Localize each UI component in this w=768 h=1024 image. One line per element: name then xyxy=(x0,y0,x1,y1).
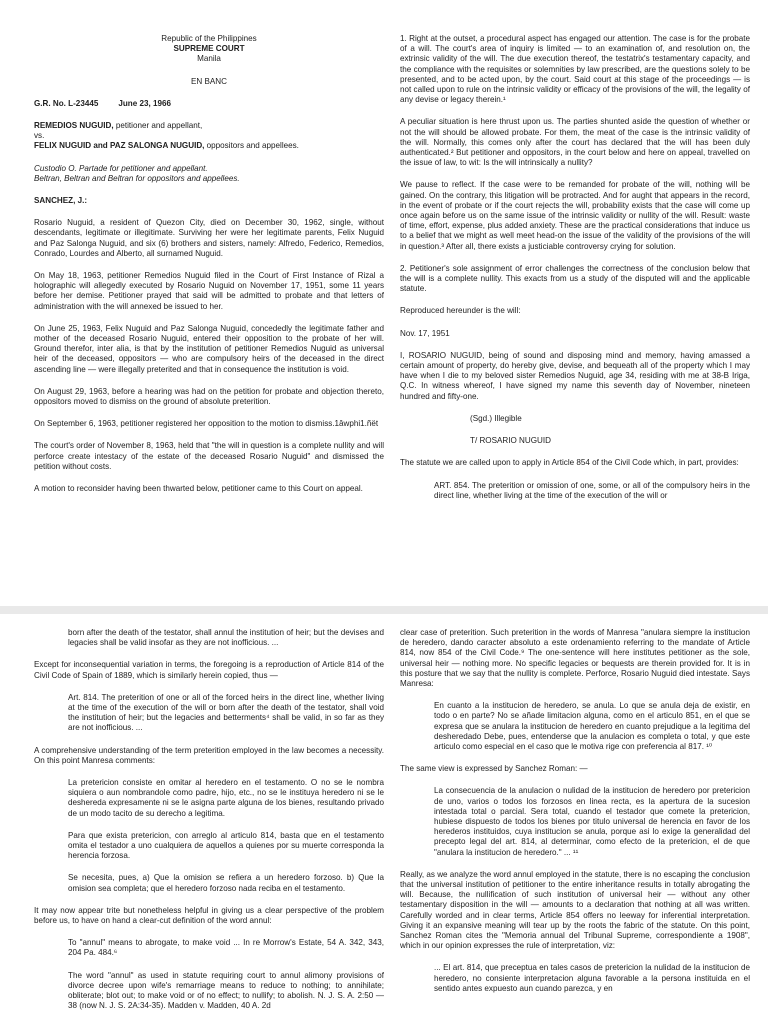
paragraph: A motion to reconsider having been thwarted below, petitioner came to this Court on appeal. xyxy=(34,484,363,494)
paragraph: Really, as we analyze the word annul employed in the statute, there is no escaping the conclusion that the universal institution of petitioner to the entire inheritance results in totally abrogating the will. Because, the nullification of such institution of universal heir — without any other testamentary disposition in the will — amounts to a declaration that nothing at all was written. Carefully worded and in clear terms, Article 854 offers no leeway for inferential interpretation. Giving it an expansive meaning will tear up by the roots the fabric of the statute. On this point, Sanchez Roman cites the "Memoria annual del Tribunal Supreme, correspondiente a 1908", which in our opinion expresses the rule of interpretation, viz: xyxy=(400,869,750,951)
court-city: Manila xyxy=(197,54,221,64)
ponente: SANCHEZ, J.: xyxy=(34,196,88,206)
paragraph: On September 6, 1963, petitioner registered her opposition to the motion to dismiss.1âwphi1.ñët xyxy=(34,419,379,429)
quote: La pretericion consiste en omitar al heredero en el testamento. O no se le nombra siquiera o aun nombrandole como padre, hijo, etc., no se le instituya heredero ni se le deshereda expresamente ni se le asigna parte alguna de los bienes, resultando privado de un modo tacito de su derecho a legitima. xyxy=(68,778,384,818)
quoted-article: born after the death of the testator, shall annul the institution of heir; but the devises and legacies shall be valid insofar as they are not inofficious. ... xyxy=(68,628,384,648)
quoted-article: Art. 814. The preterition of one or all of the forced heirs in the direct line, whether living at the time of the execution of the will or born after the death of the testator, shall void the institution of heir; but the legacies and betterments⁴ shall be valid, in so far as they are not inofficious. ... xyxy=(68,692,384,733)
paragraph: We pause to reflect. If the case were to be remanded for probate of the will, nothing will be gained. On the contrary, this litigation will be protracted. And for aught that appears in the record, in the event of probate or if the court rejects the will, probability exists that the case will come up once again before us on the same issue of the intrinsic validity or nullity of the will. Result: waste of time, effort, expense, plus added anxiety. These are the practical considerations that induce us to a belief that we might as well meet head-on the issue of the validity of the provisions of the will in question.³ After all, there exists a justiciable controversy crying for solution. xyxy=(400,180,750,251)
paragraph: Reproduced hereunder is the will: xyxy=(400,306,521,316)
page2-right-column xyxy=(400,628,750,1006)
party2-name: FELIX NUGUID and PAZ SALONGA NUGUID, xyxy=(34,141,205,151)
paragraph: clear case of preterition. Such preterition in the words of Manresa "anulara siempre la institucion de heredero, dando caracter absoluto a este ordenamiento referring to the mandate of Article 814, now 854 of the Civil Code.⁹ The one-sentence will here institutes petitioner as the sole, universal heir — nothing more. No specific legacies or bequests are therein provided for. It is in this posture that we say that the nullity is complete. Perforce, Rosario Nuguid died intestate. Says Manresa: xyxy=(400,628,750,689)
paragraph: A peculiar situation is here thrust upon us. The parties shunted aside the question of whether or not the will should be allowed probate. For them, the meat of the case is the intrinsic validity of the will. Normally, this comes only after the court has declared that the will has been duly authenticated.² But petitioner and oppositors, in the court below and here on appeal, travelled on the issue of law, to wit: Is the will intrinsically a nullity? xyxy=(400,117,750,168)
page1-right-column xyxy=(400,34,750,513)
parties xyxy=(34,121,384,152)
counsel xyxy=(34,164,384,184)
quote: Para que exista pretericion, con arreglo al articulo 814, basta que en el testamento omita el testador a uno cualquiera de aquellos a quienes por su muerte corresponda la herencia forzosa. xyxy=(68,830,384,861)
quote: En cuanto a la institucion de heredero, se anula. Lo que se anula deja de existir, en todo o en parte? No se añade limitacion alguna, como en el articulo 851, en el que se expresa que se anulara la institucion de heredero en cuanto prejudique a la legitima del desheredado Debe, pues, entenderse que la anulacion es completa o total, y que este articulo como especial en el caso que le motiva rige con preferencia al 817. ¹⁰ xyxy=(434,701,750,752)
party2-role: oppositors and appellees. xyxy=(204,141,299,151)
quote: To "annul" means to abrogate, to make void ... In re Morrow's Estate, 54 A. 342, 343, 204 Pa. 484.⁶ xyxy=(68,938,384,958)
case-date: June 23, 1966 xyxy=(118,98,171,108)
paragraph: Rosario Nuguid, a resident of Quezon City, died on December 30, 1962, single, without descendants, legitimate or illegitimate. Surviving her were her legitimate parents, Felix Nuguid and Paz Salonga Nuguid, and six (6) brothers and sisters, namely: Alfredo, Federico, Remedios, Conrado, Lourdes and Alberto, all surnamed Nuguid. xyxy=(34,218,384,258)
quote: The word "annul" as used in statute requiring court to annul alimony provisions of divorce decree upon wife's remarriage means to reduce to nothing; to annihilate; obliterate; blot out; to make void or of no effect; to nullify; to abolish. N. J. S. A. 2:50 — 38 (now N. J. S. 2A:34-35). Madden v. Madden, 40 A. 2d xyxy=(68,970,384,1011)
will-date: Nov. 17, 1951 xyxy=(400,328,450,338)
counsel-oppositors: Beltran, Beltran and Beltran for oppositors and appellees. xyxy=(34,173,240,183)
paragraph: On June 25, 1963, Felix Nuguid and Paz Salonga Nuguid, concededly the legitimate father and mother of the deceased Rosario Nuguid, entered their opposition to the probate of her will. Ground therefor, inter alia, is that by the institution of petitioner Remedios Nuguid as universal heir of the deceased, oppositors — who are compulsory heirs of the deceased in the direct ascending line — were illegally preterited and that in consequence the institution is void. xyxy=(34,323,384,374)
quoted-article: ART. 854. The preterition or omission of one, some, or all of the compulsory heirs in the direct line, whether living at the time of the execution of the will or xyxy=(434,480,750,500)
counsel-petitioner: Custodio O. Partade for petitioner and appellant. xyxy=(34,163,208,173)
republic-line: Republic of the Philippines xyxy=(161,34,257,43)
paragraph: The same view is expressed by Sanchez Roman: — xyxy=(400,764,588,774)
case-number: G.R. No. L-23445 xyxy=(34,98,99,108)
paragraph: On August 29, 1963, before a hearing was had on the petition for probate and objection thereto, oppositors moved to dismiss on the ground of absolute preterition. xyxy=(34,386,384,407)
signature-note: (Sgd.) Illegible xyxy=(470,413,522,423)
paragraph: 1. Right at the outset, a procedural aspect has engaged our attention. The case is for the probate of a will. The court's area of inquiry is limited — to an examination of, and resolution on, the extrinsic validity of the will. The due execution thereof, the testatrix's testamentary capacity, and the compliance with the requisites or solemnities by law prescribed, are the questions solely to be presented, and to be acted upon, by the court. Said court at this stage of the proceedings — is not called upon to rule on the intrinsic validity or efficacy of the provisions of the will, the legality of any devise or legacy therein.¹ xyxy=(400,34,750,105)
quote: La consecuencia de la anulacion o nulidad de la institucion de heredero por pretericion de uno, varios o todos los forzosos en linea recta, es la apertura de la sucesion intestada total o parcial. Sera total, cuando el testador que comete la pretericion, hubiese dispuesto de todos los bienes por titulo universal de herencia en favor de los herederos instituidos, cuya institucion se anula, porque asi lo exige la generalidad del precepto legal del art. 814, al determinar, como efecto de la pretericion, el de que "anulara la institucion de heredero." ... ¹¹ xyxy=(434,786,750,857)
paragraph: Except for inconsequential variation in terms, the foregoing is a reproduction of Article 814 of the Civil Code of Spain of 1889, which is similarly herein copied, thus — xyxy=(34,660,384,680)
case-number-line xyxy=(34,99,384,109)
versus: vs. xyxy=(34,131,45,141)
page1-left-column xyxy=(34,34,384,506)
paragraph: It may now appear trite but nonetheless helpful in giving us a clear perspective of the problem before us, to have on hand a clear-cut definition of the word annul: xyxy=(34,905,384,926)
page2-left-column xyxy=(34,628,384,1023)
paragraph: 2. Petitioner's sole assignment of error challenges the correctness of the conclusion below that the will is a complete nullity. This exacts from us a study of the disputed will and the applicable statute. xyxy=(400,263,750,294)
division: EN BANC xyxy=(191,76,227,86)
will-text: I, ROSARIO NUGUID, being of sound and disposing mind and memory, having amassed a certain amount of property, do hereby give, devise, and bequeath all of the property which I may have when I die to my beloved sister Remedios Nuguid, age 34, residing with me at 38-B Iriga, Q.C. In witness whereof, I have signed my name this seventh day of November, nineteen hundred and fifty-one. xyxy=(400,350,750,401)
paragraph: The statute we are called upon to apply in Article 854 of the Civil Code which, in part, provides: xyxy=(400,458,739,468)
court-header xyxy=(34,34,384,65)
page-2 xyxy=(0,614,768,1024)
signatory: T/ ROSARIO NUGUID xyxy=(470,436,551,446)
paragraph: The court's order of November 8, 1963, held that "the will in question is a complete nullity and will perforce create intestacy of the estate of the deceased Rosario Nuguid" and dismissed the petition without costs. xyxy=(34,441,384,471)
paragraph: On May 18, 1963, petitioner Remedios Nuguid filed in the Court of First Instance of Rizal a holographic will allegedly executed by Rosario Nuguid on November 17, 1951, some 11 years before her demise. Petitioner prayed that said will be admitted to probate and that letters of administration with the will annexed be issued to her. xyxy=(34,271,384,311)
quote: Se necesita, pues, a) Que la omision se refiera a un heredero forzoso. b) Que la omision sea completa; que el heredero forzoso nada reciba en el testamento. xyxy=(68,873,384,893)
party1-name: REMEDIOS NUGUID, xyxy=(34,121,114,131)
party1-role: petitioner and appellant, xyxy=(113,121,203,131)
paragraph: A comprehensive understanding of the term preterition employed in the law becomes a necessity. On this point Manresa comments: xyxy=(34,745,384,765)
court-name: SUPREME COURT xyxy=(173,44,245,54)
quote: ... El art. 814, que preceptua en tales casos de pretericion la nulidad de la institucion de heredero, no consiente interpretacion alguna favorable a la persona instituida en el sentido antes expuesto aun cuando parezca, y en xyxy=(434,963,750,993)
